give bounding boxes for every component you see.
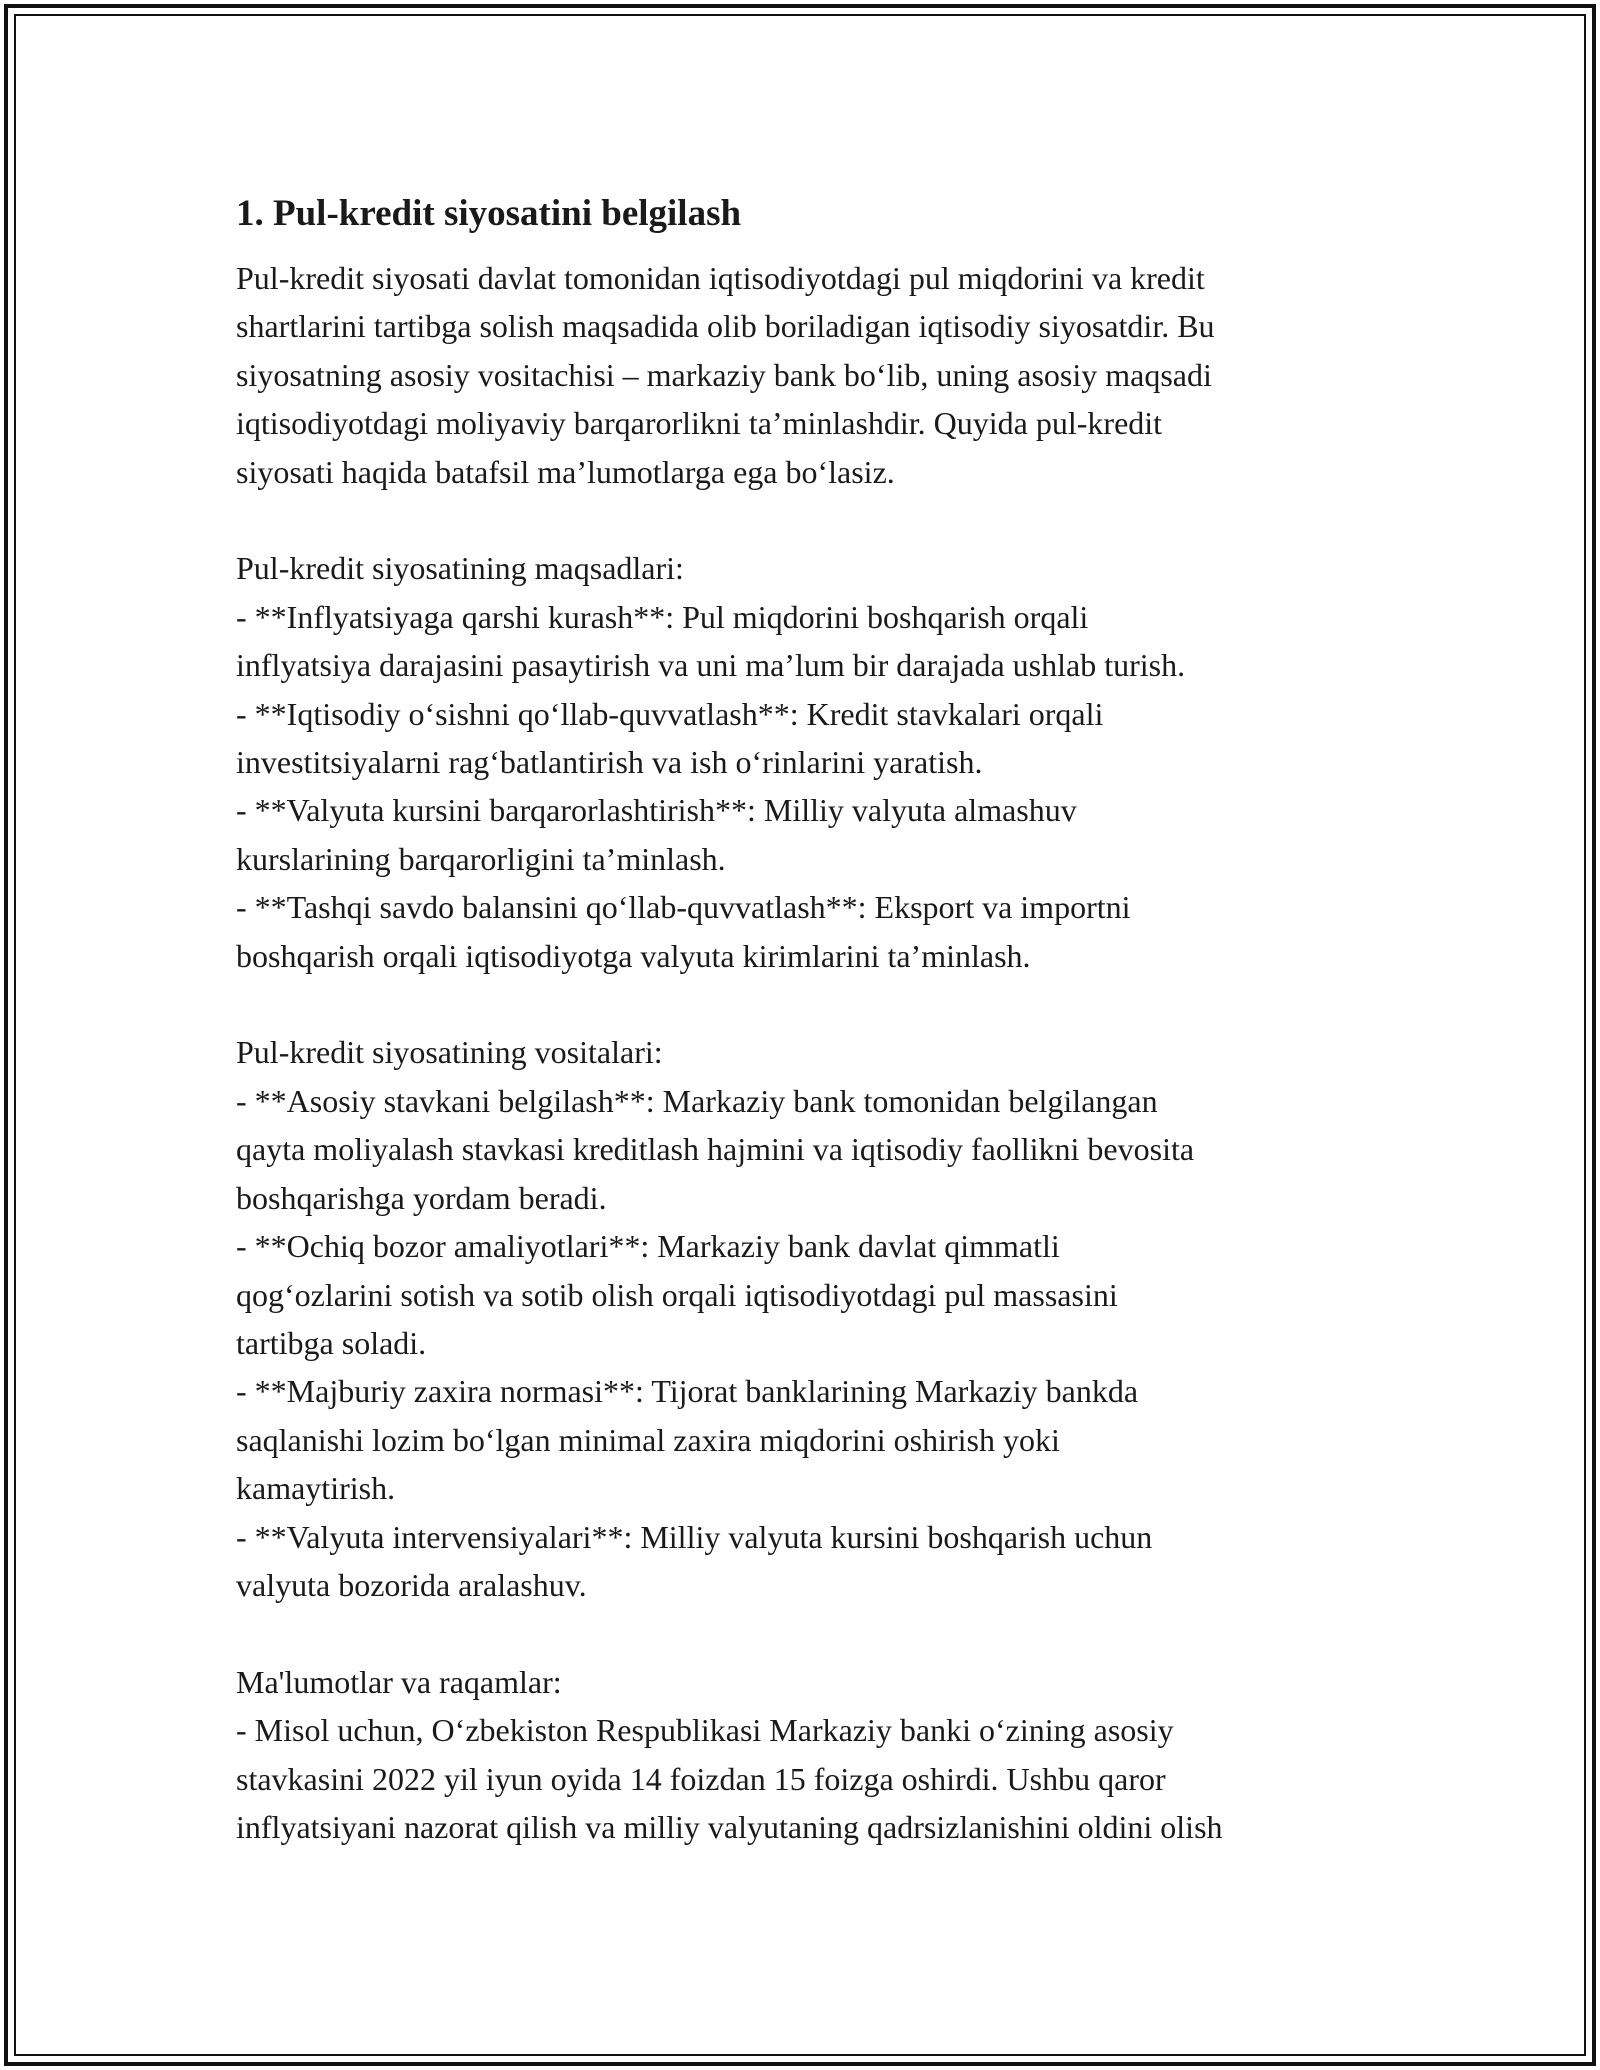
paragraph-gap — [236, 1609, 1396, 1657]
goals-title: Pul-kredit siyosatining maqsadlari: — [236, 550, 684, 587]
tools-item: - **Ochiq bozor amaliyotlari**: Markaziy bank davlat qimmatli qogʻozlarini sotish va sotib olish orqali iqtisodiyotdagi pul massasini tartibga soladi. — [236, 1228, 1118, 1361]
tools-item: - **Majburiy zaxira normasi**: Tijorat banklarining Markaziy bankda saqlanishi lozim boʻlgan minimal zaxira miqdorini oshirish yoki kamaytirish. — [236, 1373, 1139, 1507]
goals-item: - **Iqtisodiy oʻsishni qoʻllab-quvvatlash**: Kredit stavkalari orqali investitsiyalarni ragʻbatlantirish va ish oʻrinlarini yaratish. — [236, 695, 1104, 781]
tools-item: - **Valyuta intervensiyalari**: Milliy valyuta kursini boshqarish uchun valyuta bozorida aralashuv. — [236, 1518, 1153, 1603]
goals-item: - **Inflyatsiyaga qarshi kurash**: Pul miqdorini boshqarish orqali inflyatsiya darajasini pasaytirish va uni maʼlum bir darajada ushlab turish. — [236, 598, 1186, 684]
intro-paragraph: Pul-kredit siyosati davlat tomonidan iqtisodiyotdagi pul miqdorini va kredit shartlarini tartibga solish maqsadida olib boriladigan iqtisodiy siyosatdir. Bu siyosatning asosiy vositachisi – markaziy bank boʻlib, uning asosiy maqsadi iqtisodiyotdagi moliyaviy barqarorlikni taʼminlashdir. Quyida pul-kredit siyosati haqida batafsil maʼlumotlarga ega boʻlasiz. — [236, 260, 1215, 490]
tools-item: - **Asosiy stavkani belgilash**: Markaziy bank tomonidan belgilangan qayta moliyalash stavkasi kreditlash hajmini va iqtisodiy faollikni bevosita boshqarishga yordam beradi. — [236, 1082, 1195, 1216]
document-page — [236, 186, 1396, 1851]
goals-item: - **Tashqi savdo balansini qoʻllab-quvvatlash**: Eksport va importni boshqarish orqali iqtisodiyotga valyuta kirimlarini taʼminlash. — [236, 889, 1131, 974]
paragraph-gap — [236, 496, 1396, 544]
section-heading: 1. Pul-kredit siyosatini belgilash — [236, 193, 742, 234]
facts-item: - Misol uchun, Oʻzbekiston Respublikasi Markaziy banki oʻzining asosiy stavkasini 2022 yil iyun oyida 14 foizdan 15 foizga oshirdi. Ushbu qaror inflyatsiyani nazorat qilish va milliy valyutaning qadrsizlanishini oldini olish — [236, 1712, 1223, 1845]
goals-item: - **Valyuta kursini barqarorlashtirish**: Milliy valyuta almashuv kurslarining barqarorligini taʼminlash. — [236, 792, 1077, 877]
paragraph-gap — [236, 980, 1396, 1028]
tools-title: Pul-kredit siyosatining vositalari: — [236, 1034, 663, 1071]
facts-title: Ma'lumotlar va raqamlar: — [236, 1663, 562, 1700]
